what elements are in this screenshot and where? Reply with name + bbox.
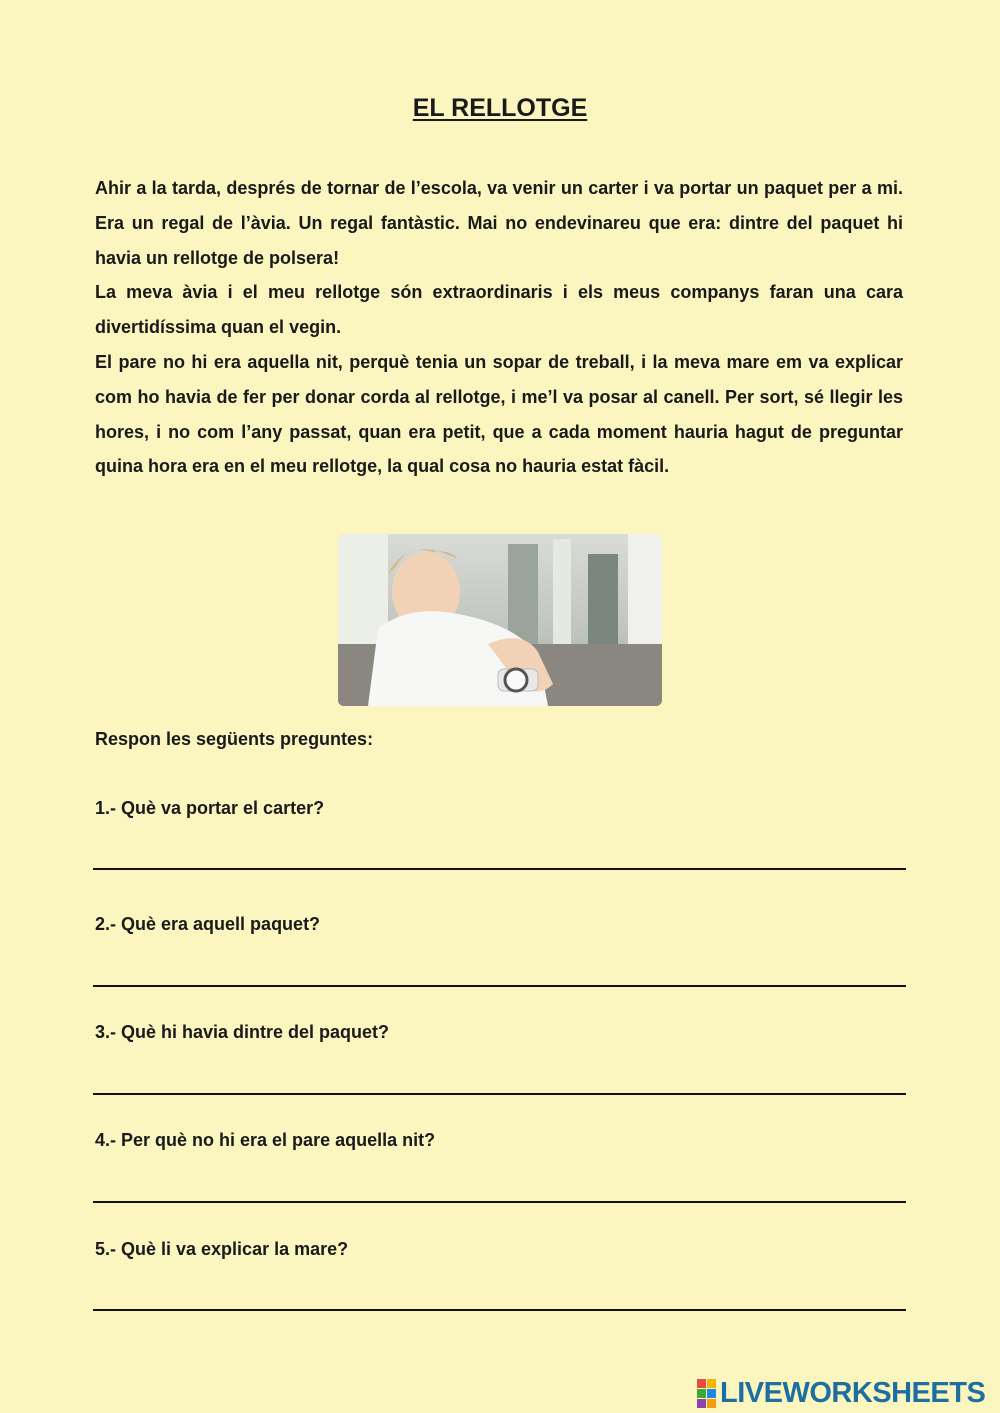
instructions: Respon les següents preguntes: (95, 729, 374, 749)
story-paragraph-3: El pare no hi era aquella nit, perquè tenia un sopar de treball, i la meva mare em va explicar com ho havia de fer per donar corda al rellotge, i me’l va posar al canell. Per sort, sé llegir les hores, i no com l’any passat, quan era petit, que a cada moment hauria hagut de preguntar quina hora era en el meu rellotge, la qual cosa no hauria estat fàcil. (95, 351, 903, 477)
logo-text: LIVEWORKSHEETS (720, 1376, 986, 1409)
logo-square (707, 1379, 716, 1388)
answer-line-2[interactable] (93, 985, 906, 987)
story-paragraph-2: La meva àvia i el meu rellotge són extraordinaris i els meus companys faran una cara divertidíssima quan el vegin. (95, 282, 903, 338)
logo-square (707, 1389, 716, 1398)
liveworksheets-icon (697, 1379, 716, 1408)
story-text (95, 171, 903, 484)
question-2: 2.- Què era aquell paquet? (95, 914, 321, 934)
boy-with-watch-photo (338, 534, 662, 706)
question-5: 5.- Què li va explicar la mare? (95, 1239, 349, 1259)
logo-square (707, 1399, 716, 1408)
answer-line-1[interactable] (93, 868, 906, 870)
logo-square (697, 1389, 706, 1398)
liveworksheets-logo[interactable] (697, 1377, 985, 1409)
question-3: 3.- Què hi havia dintre del paquet? (95, 1022, 390, 1042)
logo-square (697, 1399, 706, 1408)
answer-line-5[interactable] (93, 1309, 906, 1311)
answer-line-4[interactable] (93, 1201, 906, 1203)
question-1: 1.- Què va portar el carter? (95, 798, 325, 818)
photo-illustration (338, 534, 662, 706)
answer-line-3[interactable] (93, 1093, 906, 1095)
logo-square (697, 1379, 706, 1388)
page-title: EL RELLOTGE (412, 94, 588, 122)
question-4: 4.- Per què no hi era el pare aquella nit? (95, 1130, 436, 1150)
story-paragraph-1: Ahir a la tarda, després de tornar de l’escola, va venir un carter i va portar un paquet per a mi. Era un regal de l’àvia. Un regal fantàstic. Mai no endevinareu que era: dintre del paquet hi havia un rellotge de polsera! (95, 178, 903, 268)
